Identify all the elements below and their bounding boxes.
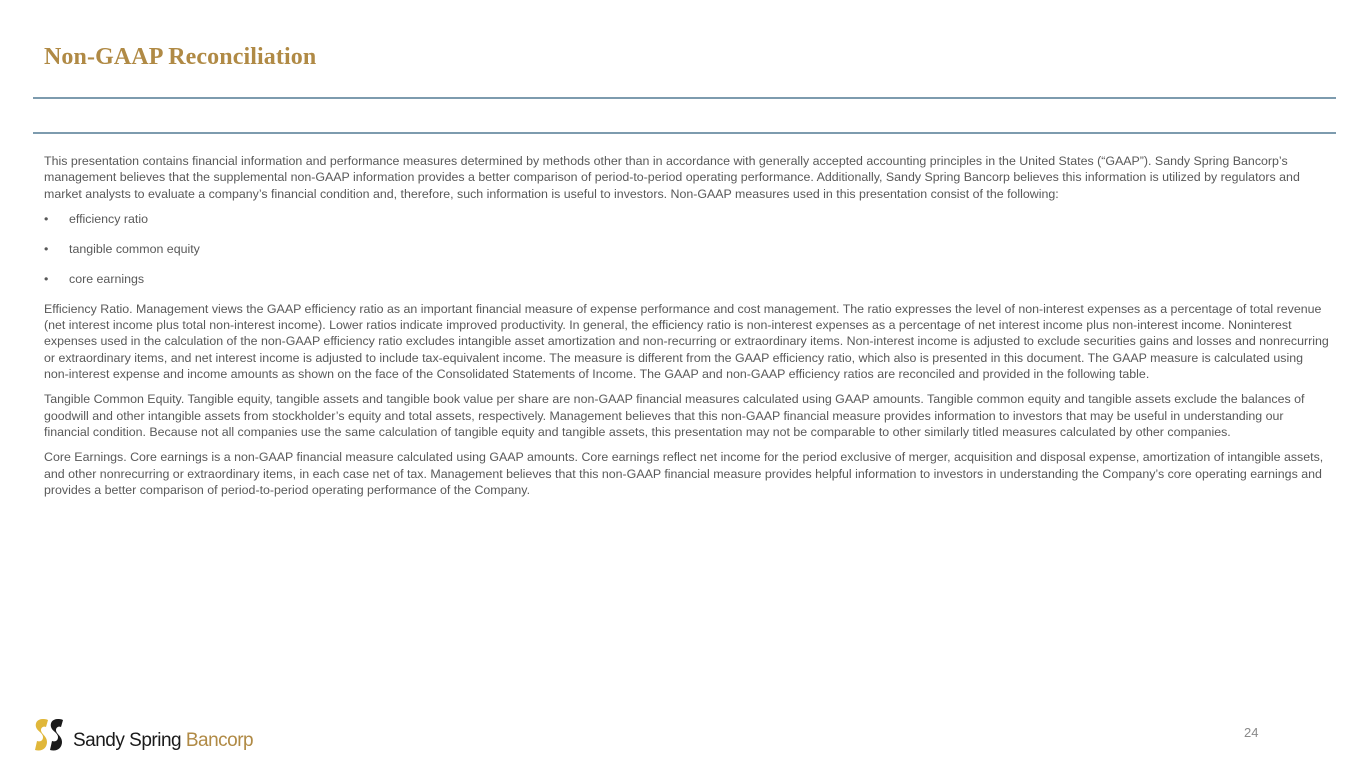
list-item-text: efficiency ratio <box>69 211 148 226</box>
sandy-spring-logo-icon <box>34 718 68 752</box>
core-earnings-paragraph: Core Earnings. Core earnings is a non-GAAP financial measure calculated using GAAP amounts. Core earnings reflect net income for the period exclusive of merger, acquisition and disposal expense, amortization of intangible assets, and other nonrecurring or extraordinary items, in each case net of tax. Management believes that this non-GAAP financial measure provides helpful information to investors in understanding the Company’s core operating earnings and provides a better comparison of period-to-period operating performance of the Company. <box>44 450 1324 497</box>
tangible-common-equity-paragraph: Tangible Common Equity. Tangible equity, tangible assets and tangible book value per share are non-GAAP financial measures calculated using GAAP amounts. Tangible common equity and tangible assets exclude the balances of goodwill and other intangible assets from stockholder’s equity and total assets, respectively. Management believes that this non-GAAP financial measure provides information to investors that may be useful in understanding our financial condition. Because not all companies use the same calculation of tangible equity and tangible assets, this presentation may not be comparable to other similarly titled measures calculated by other companies. <box>44 392 1305 439</box>
page-title: Non-GAAP Reconciliation <box>44 44 317 70</box>
page-number: 24 <box>1244 725 1259 740</box>
efficiency-ratio-paragraph: Efficiency Ratio. Management views the GAAP efficiency ratio as an important financial measure of expense performance and cost management. The ratio expresses the level of non-interest expenses as a percentage of total revenue (net interest income plus total non-interest income). Lower ratios indicate improved productivity. In general, the efficiency ratio is non-interest expenses as a percentage of net interest income plus non-interest income. Noninterest expenses used in the calculation of the non-GAAP efficiency ratio excludes intangible asset amortization and non-recurring or extraordinary items. Non-interest income is adjusted to exclude securities gains and losses and nonrecurring or extraordinary items, and net interest income is adjusted to include tax-equivalent income. The measure is different from the GAAP efficiency ratio, which also is presented in this document. The GAAP measure is calculated using non-interest expense and income amounts as shown on the face of the Consolidated Statements of Income. The GAAP and non-GAAP efficiency ratios are reconciled and provided in the following table. <box>44 301 1329 382</box>
measures-list <box>44 211 1329 287</box>
title-divider-bottom <box>33 132 1336 134</box>
list-item-text: tangible common equity <box>69 241 200 256</box>
company-logo <box>34 716 253 752</box>
content-body <box>44 153 1329 507</box>
list-item <box>44 211 1329 227</box>
logo-word-sandy-spring: Sandy Spring <box>73 730 182 751</box>
bullet-marker: • <box>44 241 49 256</box>
title-divider-top <box>33 97 1336 99</box>
intro-paragraph: This presentation contains financial information and performance measures determined by methods other than in accordance with generally accepted accounting principles in the United States (“GAAP”). Sandy Spring Bancorp’s management believes that the supplemental non-GAAP information provides a better comparison of period-to-period operating performance. Additionally, Sandy Spring Bancorp believes this information is utilized by regulators and market analysts to evaluate a company’s financial condition and, therefore, such information is useful to investors. Non-GAAP measures used in this presentation consist of the following: <box>44 154 1300 201</box>
logo-wordmark <box>73 730 253 752</box>
list-item-text: core earnings <box>69 271 145 286</box>
bullet-marker: • <box>44 271 49 286</box>
list-item <box>44 271 1329 287</box>
list-item <box>44 241 1329 257</box>
bullet-marker: • <box>44 211 49 226</box>
logo-word-bancorp: Bancorp <box>185 730 254 751</box>
